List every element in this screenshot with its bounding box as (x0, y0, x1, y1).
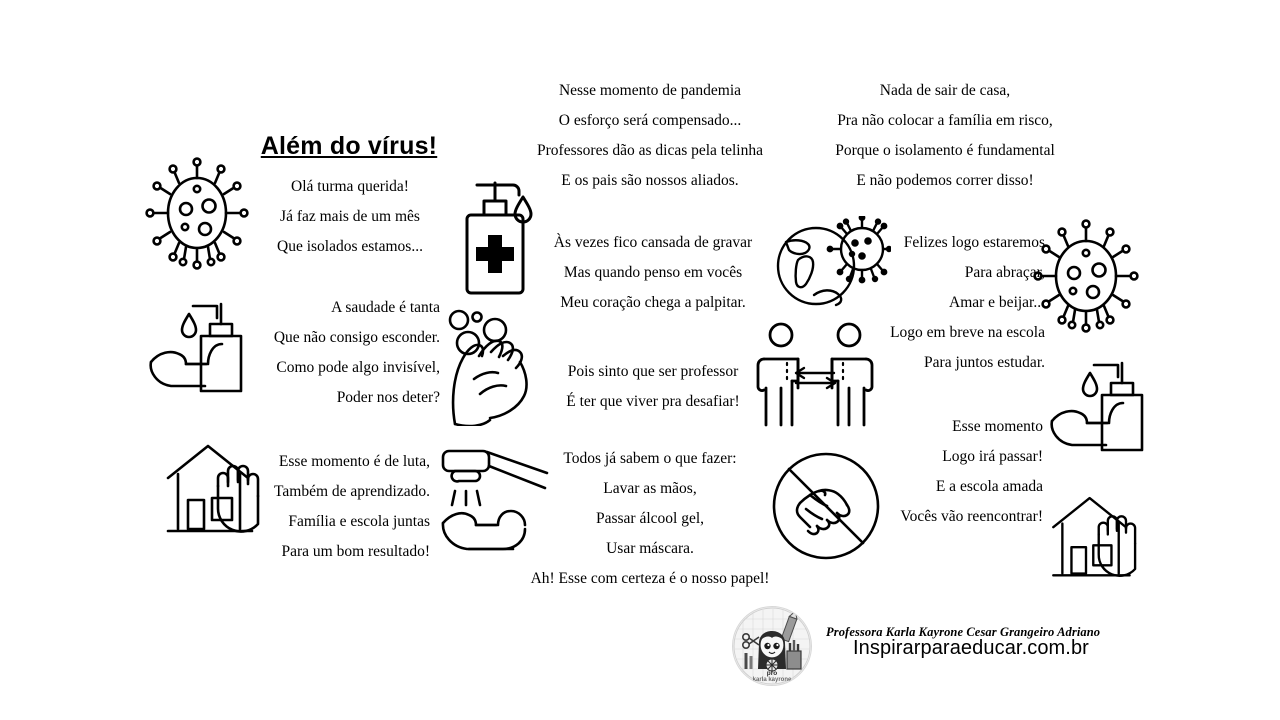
stanza-a-saudade-e-tanta (235, 293, 440, 413)
teacher-avatar-logo (732, 606, 812, 686)
page-title: Além do vírus! (260, 132, 438, 160)
poem-line: Esse momento é de luta, (278, 453, 430, 470)
poem-line: Mas quando penso em vocês (563, 264, 743, 281)
poem-line: Às vezes fico cansada de gravar (553, 234, 753, 251)
virus-icon (141, 156, 253, 271)
stay-home-house-hand-icon (1046, 489, 1166, 589)
poem-line: Para juntos estudar. (924, 354, 1045, 371)
poem-line: Que não consigo esconder. (273, 329, 440, 346)
poem-line: Pra não colocar a família em risco, (837, 112, 1053, 129)
stanza-ola-turma-querida (250, 172, 450, 262)
poem-line: Também de aprendizado. (274, 483, 430, 500)
stanza-felizes-logo-estaremos (855, 228, 1045, 378)
svg-text:pro: pro (766, 670, 778, 677)
poem-line: Para abraçar, (964, 264, 1045, 281)
poem-line: Pois sinto que ser professor (567, 363, 739, 380)
poem-line: Nada de sair de casa, (879, 82, 1011, 99)
poem-line: Nesse momento de pandemia (558, 82, 742, 99)
poem-line: Já faz mais de um mês (280, 208, 420, 225)
poem-line: Porque o isolamento é fundamental (835, 142, 1055, 159)
poem-line: Ah! Esse com certeza é o nosso papel! (530, 570, 770, 587)
poem-line: Passar álcool gel, (595, 510, 705, 527)
poem-line: Como pode algo invisível, (276, 359, 440, 376)
virus-icon (1031, 216, 1141, 336)
washing-hands-icon (441, 306, 551, 426)
poem-line: Todos já sabem o que fazer: (563, 450, 737, 467)
poem-line: Felizes logo estaremos (903, 234, 1045, 251)
poem-line: E a escola amada (935, 478, 1043, 495)
poem-line: O esforço será compensado... (558, 112, 742, 129)
poem-line: A saudade é tanta (331, 299, 440, 316)
poem-line: Usar máscara. (606, 540, 694, 557)
stanza-esse-momento-e-de-luta (245, 447, 430, 567)
stanza-as-vezes-fico-cansada (528, 228, 778, 318)
hand-washing-soap-dispenser-icon (1050, 355, 1162, 455)
poem-line: Logo irá passar! (942, 448, 1043, 465)
stanza-nada-de-sair-de-casa (800, 76, 1090, 196)
poem-line: Para um bom resultado! (281, 543, 430, 560)
stanza-pois-sinto-que-ser-professor (548, 357, 758, 417)
svg-text:karla kayrone: karla kayrone (752, 677, 792, 683)
footer-website: Inspirarparaeducar.com.br (853, 637, 1089, 659)
poem-line: E os pais são nossos aliados. (561, 172, 739, 189)
poem-line: Poder nos deter? (336, 389, 440, 406)
poem-line: Vocês vão reencontrar! (900, 508, 1043, 525)
stanza-esse-momento-logo-ira-passar (865, 412, 1043, 532)
poem-line: Família e escola juntas (288, 513, 430, 530)
poem-line: Esse momento (952, 418, 1043, 435)
poem-line: Meu coração chega a palpitar. (560, 294, 746, 311)
poem-line: É ter que viver pra desafiar! (566, 393, 740, 410)
footer-author: Professora Karla Kayrone Cesar Grangeiro Adriano (826, 625, 1101, 639)
poem-line: Que isolados estamos... (277, 238, 423, 255)
poem-line: E não podemos correr disso! (856, 172, 1034, 189)
stanza-todos-ja-sabem-o-que-fazer (480, 444, 820, 594)
poem-line: Olá turma querida! (291, 178, 409, 195)
stanza-nesse-momento-de-pandemia (500, 76, 800, 196)
poem-line: Amar e beijar... (949, 294, 1045, 311)
poem-line: Professores dão as dicas pela telinha (537, 142, 763, 159)
poem-line: Lavar as mãos, (603, 480, 697, 497)
poem-line: Logo em breve na escola (890, 324, 1045, 341)
